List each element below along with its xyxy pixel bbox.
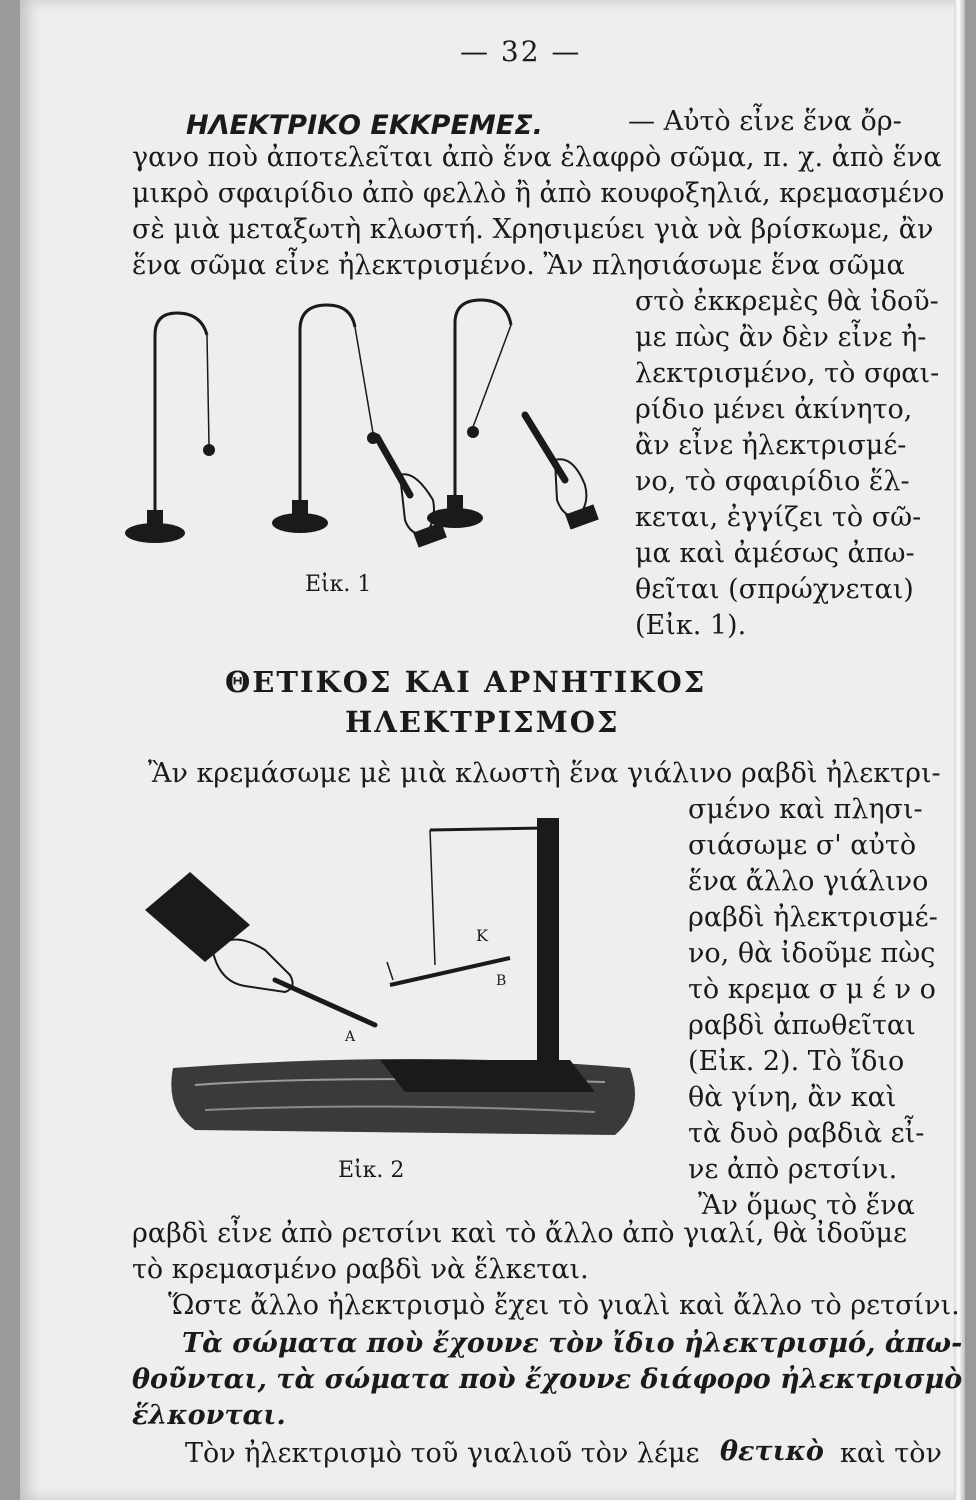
figure-2-caption: Εἰκ. 2 bbox=[338, 1158, 405, 1183]
figure-2-label-a: Α bbox=[345, 1029, 356, 1045]
section-heading-line-1: ΘΕΤΙΚΟΣ ΚΑΙ ΑΡΝΗΤΙΚΟΣ bbox=[225, 665, 707, 699]
bold-rule-line: Τὰ σώματα ποὺ ἔχουνε τὸν ἴδιο ἠλεκτρισμό, ἀπω- bbox=[182, 1328, 963, 1359]
side-text-line: με πὼς ἂν δὲν εἶνε ἠ- bbox=[635, 322, 927, 353]
side-text-line: τὸ κρεμα σ μ έ ν ο bbox=[688, 974, 936, 1005]
side-text-line: τὰ δυὸ ραβδιὰ εἶ- bbox=[688, 1118, 925, 1149]
bold-rule-line: θοῦνται, τὰ σώματα ποὺ ἔχουνε διάφορο ἠλεκτρισμὸ bbox=[132, 1364, 963, 1395]
bold-rule-line: ἕλκονται. bbox=[132, 1400, 286, 1431]
side-text-line: στὸ ἐκκρεμὲς θὰ ἰδοῦ- bbox=[635, 286, 939, 317]
text-line: τὸ κρεμασμένο ραβδὶ νὰ ἕλκεται. bbox=[132, 1254, 589, 1285]
side-text-line: ἂν εἶνε ἠλεκτρισμέ- bbox=[635, 430, 907, 461]
side-text-line: (Εἰκ. 1). bbox=[635, 610, 747, 641]
side-text-line: ραβδὶ ἀπωθεῖται bbox=[688, 1010, 916, 1041]
side-text-line: Ἂν ὅμως τὸ ἕνα bbox=[698, 1190, 915, 1221]
text-line: Τὸν ἠλεκτρισμὸ τοῦ γιαλιοῦ τὸν λέμε bbox=[185, 1438, 700, 1469]
text-line: γανο ποὺ ἀποτελεῖται ἀπὸ ἕνα ἐλαφρὸ σῶμα, π. χ. ἀπὸ ἕνα bbox=[132, 142, 942, 173]
text-line: ἕνα σῶμα εἶνε ἠλεκτρισμένο. Ἂν πλησιάσωμε ἕνα σῶμα bbox=[132, 250, 905, 281]
text-line: καὶ τὸν bbox=[840, 1438, 942, 1469]
side-text-line: νο, τὸ σφαιρίδιο ἕλ- bbox=[635, 466, 910, 497]
figure-2-label-k: Κ bbox=[476, 926, 488, 945]
text-line: ραβδὶ εἶνε ἀπὸ ρετσίνι καὶ τὸ ἄλλο ἀπὸ γιαλί, θὰ ἰδοῦμε bbox=[132, 1218, 908, 1249]
figure-2-label-b: Β bbox=[496, 973, 507, 989]
side-text-line: λεκτρισμένο, τὸ σφαι- bbox=[635, 358, 940, 389]
page-number: — 32 — bbox=[460, 35, 582, 68]
side-text-line: θὰ γίνη, ἂν καὶ bbox=[688, 1082, 897, 1113]
side-text-line: σιάσωμε σ' αὐτὸ bbox=[688, 830, 917, 861]
section-heading-pendulum: ΗΛΕΚΤΡΙΚΟ ΕΚΚΡΕΜΕΣ. bbox=[186, 110, 543, 141]
side-text-line: ραβδὶ ἠλεκτρισμέ- bbox=[688, 902, 938, 933]
side-text-line: κεται, ἐγγίζει τὸ σῶ- bbox=[635, 502, 922, 533]
text-line: Ἂν κρεμάσωμε μὲ μιὰ κλωστὴ ἕνα γιάλινο ραβδὶ ἠλεκτρι- bbox=[148, 758, 941, 789]
text-line: σὲ μιὰ μεταξωτὴ κλωστή. Χρησιμεύει γιὰ νὰ βρίσκωμε, ἂν bbox=[132, 214, 934, 245]
side-text-line: σμένο καὶ πλησι- bbox=[688, 794, 923, 825]
book-page bbox=[20, 0, 965, 1500]
section-heading-line-2: ΗΛΕΚΤΡΙΣΜΟΣ bbox=[345, 705, 620, 739]
side-text-line: θεῖται (σπρώχνεται) bbox=[635, 574, 914, 605]
figure-1-caption: Εἰκ. 1 bbox=[305, 572, 372, 597]
text-line: Ὥστε ἄλλο ἠλεκτρισμὸ ἔχει τὸ γιαλὶ καὶ ἄλλο τὸ ρετσίνι. bbox=[168, 1290, 960, 1321]
page-edge bbox=[954, 0, 965, 1500]
side-text-line: (Εἰκ. 2). Τὸ ἴδιο bbox=[688, 1046, 905, 1077]
side-text-line: ἕνα ἄλλο γιάλινο bbox=[688, 866, 929, 897]
text-line: μικρὸ σφαιρίδιο ἀπὸ φελλὸ ἢ ἀπὸ κουφοξηλιά, κρεμασμένο bbox=[132, 178, 945, 209]
side-text-line: μα καὶ ἀμέσως ἀπω- bbox=[635, 538, 915, 569]
figure-2-apparatus bbox=[125, 810, 665, 1150]
term-positive: θετικὸ bbox=[720, 1436, 824, 1467]
figure-1-pendulums bbox=[115, 295, 615, 565]
side-text-line: νο, θὰ ἰδοῦμε πὼς bbox=[688, 938, 936, 969]
side-text-line: ρίδιο μένει ἀκίνητο, bbox=[635, 394, 913, 425]
side-text-line: νε ἀπὸ ρετσίνι. bbox=[688, 1154, 898, 1185]
text-line: — Αὐτὸ εἶνε ἕνα ὄρ- bbox=[628, 106, 902, 137]
